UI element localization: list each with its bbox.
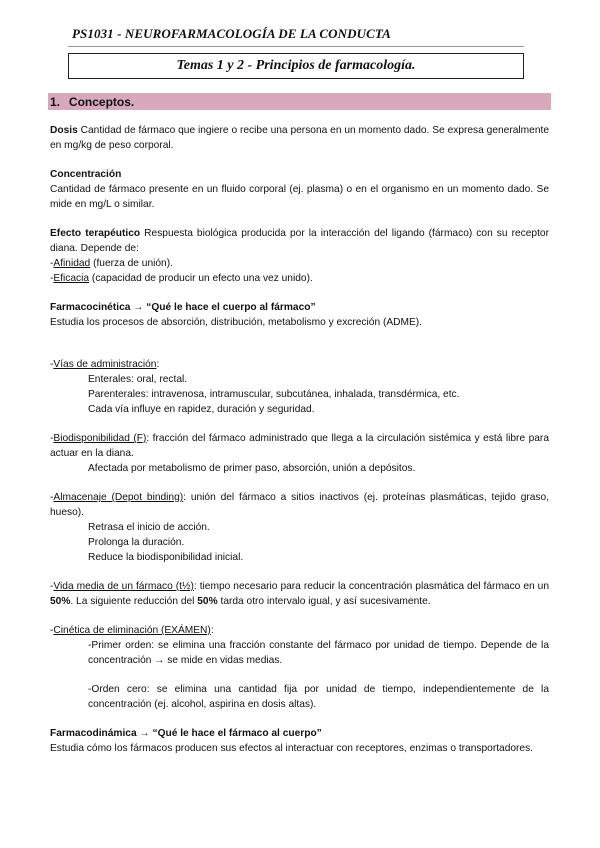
almacenaje-text: : unión del fármaco a sitios inactivos (ej. proteínas plasmáticas, tejido graso, hueso). [50,492,550,518]
dosis-term: Dosis [50,125,78,136]
concentracion-text: Cantidad de fármaco presente en un fluido corporal (ej. plasma) o en el organismo en un momento dado. Se mide en mg/L o similar. [50,184,549,210]
farmacocinetica-paragraph [50,300,549,330]
vida-media-pct: 50% [197,596,218,607]
farmacocinetica-text: Estudia los procesos de absorción, distribución, metabolismo y excreción (ADME). [50,317,423,328]
concentracion-term: Concentración [50,169,122,180]
orden-cero-paragraph: -Orden cero: se elimina una cantidad fija por unidad de tiempo, independientemente de la concentración (ej. alcohol, aspirina en dosis altas). [88,684,549,710]
biodisponibilidad-term: Biodisponibilidad (F) [53,433,147,444]
vida-media-pct: 50% [50,596,71,607]
efecto-text: Respuesta biológica producida por la interacción del ligando (fármaco) con su receptor diana. Depende de: [50,228,549,254]
document-body [50,123,549,770]
vias-paragraph: -Vías de administración: Enterales: oral, rectal. Parenterales: intravenosa, intramuscular, subcutánea, inhalada, transdérmica, etc. Cada vía influye en rapidez, duración y seguridad. [50,359,460,415]
cinetica-term: Cinética de eliminación (EXÁMEN) [53,625,211,636]
almacenaje-paragraph: -Almacenaje (Depot binding): unión del fármaco a sitios inactivos (ej. proteínas plasmáticas, tejido graso, hueso). Retrasa el inicio de acción. Prolonga la duración. Reduce la biodisponibilidad inicial. [50,492,550,563]
vida-media-text: . La siguiente reducción del [70,596,198,607]
vida-media-text: tarda otro intervalo igual, y así sucesivamente. [217,596,431,607]
vias-item: Parenterales: intravenosa, intramuscular, subcutánea, inhalada, transdérmica, etc. [88,389,460,400]
biodisponibilidad-text: : fracción del fármaco administrado que llega a la circulación sistémica y está libre para actuar en la diana. [50,433,549,459]
vida-media-term: Vida media de un fármaco (t½) [53,581,194,592]
almacenaje-term: Almacenaje (Depot binding) [53,492,184,503]
header-divider [68,46,524,47]
farmacodinamica-text: Estudia cómo los fármacos producen sus efectos al interactuar con receptores, enzimas o transportadores. [50,743,534,754]
concentracion-paragraph [50,167,549,212]
biodisponibilidad-sub: Afectada por metabolismo de primer paso, absorción, unión a depósitos. [88,463,416,474]
vias-suffix: : [156,359,160,370]
vias-term: Vías de administración [53,359,157,370]
efecto-term: Efecto terapéutico [50,228,141,239]
vias-item: Cada vía influye en rapidez, duración y seguridad. [88,404,315,415]
almacenaje-item: Reduce la biodisponibilidad inicial. [88,552,244,563]
topic-title-box [68,53,524,79]
primer-orden-paragraph: -Primer orden: se elimina una fracción constante del fármaco por unidad de tiempo. Depende de la concentración → se mide en vidas medias. [88,640,549,666]
efecto-paragraph: Efecto terapéutico Respuesta biológica producida por la interacción del ligando (fármaco) con su receptor diana. Depende de: -Afinidad (fuerza de unión). -Eficacia (capacidad de producir un efecto una vez unido). [50,228,549,284]
dosis-text: Cantidad de fármaco que ingiere o recibe una persona en un momento dado. Se expresa generalmente en mg/kg de peso corporal. [50,125,549,151]
vias-item: Enterales: oral, rectal. [88,374,188,385]
vida-media-paragraph: -Vida media de un fármaco (t½): tiempo necesario para reducir la concentración plasmática del fármaco en un 50%. La siguiente reducción del 50% tarda otro intervalo igual, y así sucesivamente. [50,581,549,607]
almacenaje-item: Retrasa el inicio de acción. [88,522,210,533]
section-heading [48,93,551,110]
eficacia-term: Eficacia [53,273,90,284]
section-number: 1. [50,95,61,109]
vida-media-text: : tiempo necesario para reducir la concentración plasmática del fármaco en un [193,581,549,592]
section-title: Conceptos. [68,95,135,109]
cinetica-paragraph: -Cinética de eliminación (EXÁMEN): [50,625,214,636]
biodisponibilidad-paragraph: -Biodisponibilidad (F): fracción del fármaco administrado que llega a la circulación sistémica y está libre para actuar en la diana. Afectada por metabolismo de primer paso, absorción, unión a depósitos. [50,433,549,474]
farmacodinamica-paragraph [50,726,549,756]
farmacocinetica-term: Farmacocinética → “Qué le hace el cuerpo al fármaco” [50,302,316,313]
eficacia-text: (capacidad de producir un efecto una vez unido). [91,273,313,284]
cinetica-suffix: : [210,625,214,636]
topic-title: Temas 1 y 2 - Principios de farmacología. [176,58,416,73]
course-title: PS1031 - NEUROFARMACOLOGÍA DE LA CONDUCTA [72,26,391,41]
almacenaje-item: Prolonga la duración. [88,537,185,548]
farmacodinamica-term: Farmacodinámica → “Qué le hace el fármaco al cuerpo” [50,728,322,739]
dosis-paragraph [50,123,549,153]
afinidad-text: (fuerza de unión). [93,258,173,269]
afinidad-term: Afinidad [53,258,91,269]
